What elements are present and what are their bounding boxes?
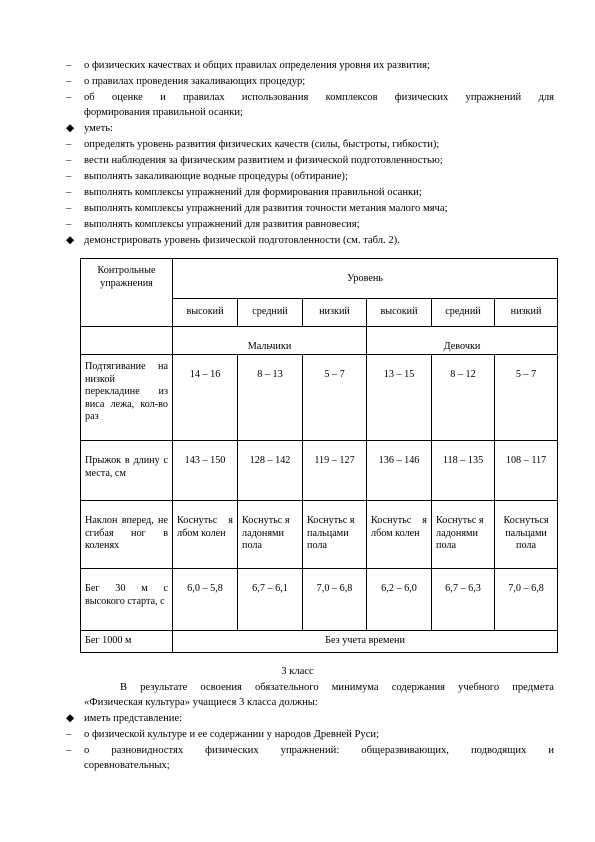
diamond-bullet-icon: ◆ (66, 713, 75, 724)
header-level-medium: средний (432, 299, 495, 327)
header-level-low: низкий (303, 299, 367, 327)
dash-bullet: – (66, 155, 72, 166)
header-level-high: высокий (173, 299, 238, 327)
dash-bullet: – (66, 745, 72, 756)
header-level: Уровень (173, 259, 558, 299)
table-cell: Коснутьс я пальцами пола (303, 501, 367, 569)
dash-bullet: – (66, 729, 72, 740)
list-item: выполнять комплексы упражнений для формирования правильной осанки; (84, 187, 422, 198)
header-boys: Мальчики (173, 327, 367, 355)
list-item-continuation: соревновательных; (84, 760, 170, 771)
table-row (81, 501, 558, 569)
table-cell: 5 – 7 (495, 355, 558, 441)
dash-bullet: – (66, 219, 72, 230)
table-cell: 5 – 7 (303, 355, 367, 441)
table-row (81, 355, 558, 441)
section-title: 3 класс (281, 666, 314, 677)
table-cell: 108 – 117 (495, 441, 558, 501)
table-cell: 6,7 – 6,1 (238, 569, 303, 631)
list-item: определять уровень развития физических качеств (силы, быстроты, гибкости); (84, 139, 440, 150)
table-cell: 14 – 16 (173, 355, 238, 441)
exercise-name: Наклон вперед, не сгибая ног в коленях (81, 501, 173, 569)
table-cell: 119 – 127 (303, 441, 367, 501)
paragraph-line: В результате освоения обязательного минимума содержания учебного предмета (120, 682, 554, 693)
header-exercises: Контрольные упражнения (81, 259, 173, 327)
table-cell: 7,0 – 6,8 (495, 569, 558, 631)
table-cell: Коснутьс я лбом колен (173, 501, 238, 569)
exercise-name: Бег 1000 м (81, 631, 173, 653)
header-girls: Девочки (367, 327, 558, 355)
diamond-bullet-icon: ◆ (66, 123, 75, 134)
table-cell: 136 – 146 (367, 441, 432, 501)
list-heading: иметь представление: (84, 713, 183, 724)
list-item: выполнять комплексы упражнений для развития равновесия; (84, 219, 360, 230)
table-cell: Коснутьс я ладонями пола (238, 501, 303, 569)
dash-bullet: – (66, 203, 72, 214)
dash-bullet: – (66, 92, 72, 103)
table-cell: 8 – 12 (432, 355, 495, 441)
table-cell: Коснуться пальцами пола (495, 501, 558, 569)
list-item: о физической культуре и ее содержании у народов Древней Руси; (84, 729, 380, 740)
header-level-low: низкий (495, 299, 558, 327)
table-cell: 7,0 – 6,8 (303, 569, 367, 631)
list-item-continuation: формирования правильной осанки; (84, 107, 243, 118)
list-item: о правилах проведения закаливающих процедур; (84, 76, 306, 87)
exercise-name: Подтягивание на низкой перекладине из виса лежа, кол-во раз (81, 355, 173, 441)
table-cell: 13 – 15 (367, 355, 432, 441)
table-cell: 8 – 13 (238, 355, 303, 441)
dash-bullet: – (66, 139, 72, 150)
table-row (81, 441, 558, 501)
exercise-name: Прыжок в длину с места, см (81, 441, 173, 501)
table-row (81, 631, 558, 653)
table-cell: Без учета времени (173, 631, 558, 653)
table-row (81, 569, 558, 631)
table-cell: 6,0 – 5,8 (173, 569, 238, 631)
list-item: выполнять закаливающие водные процедуры (обтирание); (84, 171, 348, 182)
table-cell: 6,2 – 6,0 (367, 569, 432, 631)
dash-bullet: – (66, 187, 72, 198)
list-item: вести наблюдения за физическим развитием и физической подготовленностью; (84, 155, 443, 166)
table-cell: 118 – 135 (432, 441, 495, 501)
dash-bullet: – (66, 76, 72, 87)
table-cell: 143 – 150 (173, 441, 238, 501)
table-cell: 128 – 142 (238, 441, 303, 501)
dash-bullet: – (66, 171, 72, 182)
empty-cell (81, 327, 173, 355)
diamond-bullet-icon: ◆ (66, 235, 75, 246)
list-item: об оценке и правилах использования комплексов физических упражнений для (84, 92, 554, 103)
header-level-high: высокий (367, 299, 432, 327)
paragraph-line: «Физическая культура» учащиеся 3 класса должны: (84, 697, 318, 708)
exercise-name: Бег 30 м с высокого старта, с (81, 569, 173, 631)
table-cell: 6,7 – 6,3 (432, 569, 495, 631)
list-item: о физических качествах и общих правилах определения уровня их развития; (84, 60, 430, 71)
table-cell: Коснутьс я ладонями пола (432, 501, 495, 569)
list-heading: уметь: (84, 123, 113, 134)
fitness-norms-table (80, 258, 558, 653)
list-item: выполнять комплексы упражнений для развития точности метания малого мяча; (84, 203, 448, 214)
dash-bullet: – (66, 60, 72, 71)
list-item: демонстрировать уровень физической подготовленности (см. табл. 2). (84, 235, 400, 246)
table-cell: Коснутьс я лбом колен (367, 501, 432, 569)
list-item: о разновидностях физических упражнений: общеразвивающих, подводящих и (84, 745, 554, 756)
header-level-medium: средний (238, 299, 303, 327)
